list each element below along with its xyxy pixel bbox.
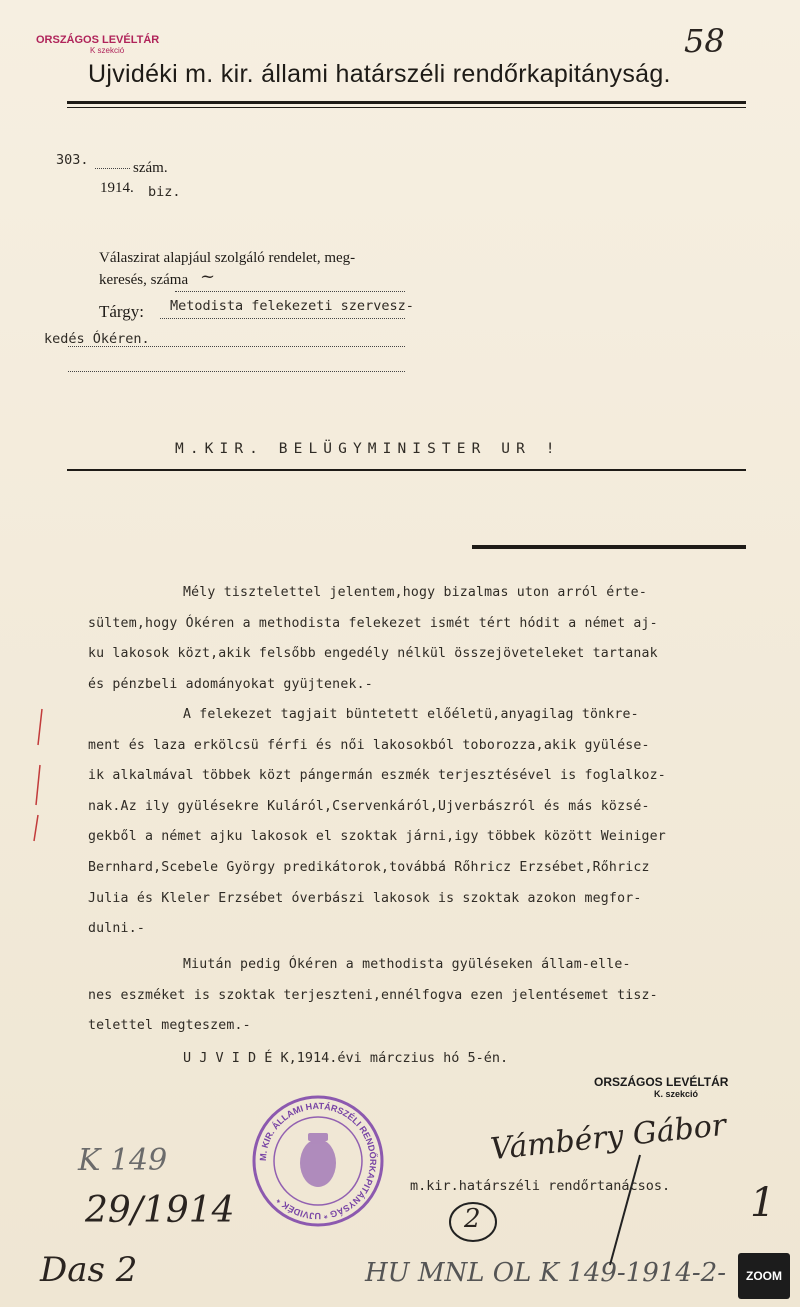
body-line: dulni.- xyxy=(88,921,145,936)
place-date: U J V I D É K,1914.évi márczius hó 5-én. xyxy=(183,1050,509,1066)
body-line: A felekezet tagjait büntetett előéletü,anyagilag tönkre- xyxy=(183,707,639,722)
archive-stamp-title: ORSZÁGOS LEVÉLTÁR xyxy=(36,34,160,46)
subject-line2: kedés Ókéren. xyxy=(44,331,150,347)
archive-stamp-top xyxy=(36,34,159,55)
body-line: ku lakosok közt,akik felsőbb engedély nélkül összejöveteleket tartanak xyxy=(88,646,658,661)
note-circled-number: 2 xyxy=(464,1204,481,1234)
ink-stroke xyxy=(590,1150,650,1270)
subject-dotline-3 xyxy=(68,371,405,372)
body-line: Julia és Kleler Erzsébet óverbászi lakosok is szoktak azokon megfor- xyxy=(88,891,642,906)
body-line: gekből a német ajku lakosok el szoktak járni,igy többek között Weiniger xyxy=(88,829,666,844)
seal-text: M. KIR. ÁLLAMI HATÁRSZÉLI RENDŐRKAPITÁNYSÁG * UJVIDÉK * xyxy=(257,1100,379,1222)
office-title: Ujvidéki m. kir. állami határszéli rendőrkapitányság. xyxy=(88,60,671,88)
response-dotline xyxy=(175,291,405,292)
red-margin-mark xyxy=(28,705,48,845)
header-rule-thin xyxy=(67,107,746,108)
folio-number: 58 xyxy=(684,22,725,60)
body-line: Mély tisztelettel jelentem,hogy bizalmas uton arról érte- xyxy=(183,585,647,600)
header-rule-thick xyxy=(67,101,746,104)
response-basis-value: ~ xyxy=(200,266,216,287)
body-line: Miután pedig Ókéren a methodista gyüléseken állam-elle- xyxy=(183,957,631,972)
note-reference-code: HU MNL OL K 149-1914-2- xyxy=(365,1258,726,1288)
note-right-mark: 1 xyxy=(750,1180,776,1226)
reference-year: 1914. xyxy=(100,180,134,196)
subject-label: Tárgy: xyxy=(99,302,145,321)
signature: Vámbéry Gábor xyxy=(488,1107,728,1168)
note-date: 29/1914 xyxy=(85,1190,235,1231)
zoom-logo: ZOOM xyxy=(738,1253,790,1299)
body-line: ik alkalmával többek közt pángermán eszmék terjesztésével is foglalkoz- xyxy=(88,768,666,783)
szam-label: szám. xyxy=(133,160,168,176)
signatory-title: m.kir.határszéli rendőrtanácsos. xyxy=(410,1178,671,1194)
archive-stamp-bottom-title: ORSZÁGOS LEVÉLTÁR xyxy=(594,1075,729,1089)
note-k149: K 149 xyxy=(78,1143,168,1178)
official-seal xyxy=(250,1093,386,1229)
archive-stamp-bottom-sub: K. szekció xyxy=(654,1089,699,1099)
response-basis-line1: Válaszirat alapjául szolgáló rendelet, meg- xyxy=(99,250,356,266)
ref-dotline xyxy=(95,168,130,169)
note-bottom-left: Das 2 xyxy=(40,1250,138,1290)
archive-stamp-sub: K szekció xyxy=(90,46,125,55)
body-line: sültem,hogy Ókéren a methodista felekezet ismét tért hódit a német aj- xyxy=(88,616,658,631)
body-line: és pénzbeli adományokat gyüjtenek.- xyxy=(88,677,373,692)
addressee: M.KIR. BELÜGYMINISTER UR ! xyxy=(175,441,561,457)
short-rule xyxy=(472,545,746,549)
body-line: nes eszméket is szoktak terjeszteni,ennélfogva ezen jelentésemet tisz- xyxy=(88,988,658,1003)
reference-number: 303. xyxy=(56,152,89,168)
addressee-rule xyxy=(67,469,746,471)
subject-dotline-2 xyxy=(68,346,405,347)
subject-line1: Metodista felekezeti szervesz- xyxy=(170,298,414,314)
subject-dotline-1 xyxy=(160,318,405,319)
body-line: ment és laza erkölcsü férfi és női lakosokból toborozza,akik gyülése- xyxy=(88,738,650,753)
body-line: nak.Az ily gyülésekre Kuláról,Cservenkáról,Ujverbászról és más közsé- xyxy=(88,799,650,814)
archive-stamp-bottom xyxy=(594,1075,728,1099)
response-basis-line2: keresés, száma xyxy=(99,272,189,288)
body-line: Bernhard,Scebele György predikátorok,továbbá Rőhricz Erzsébet,Rőhricz xyxy=(88,860,650,875)
body-line: telettel megteszem.- xyxy=(88,1018,251,1033)
biz-label: biz. xyxy=(148,184,181,200)
